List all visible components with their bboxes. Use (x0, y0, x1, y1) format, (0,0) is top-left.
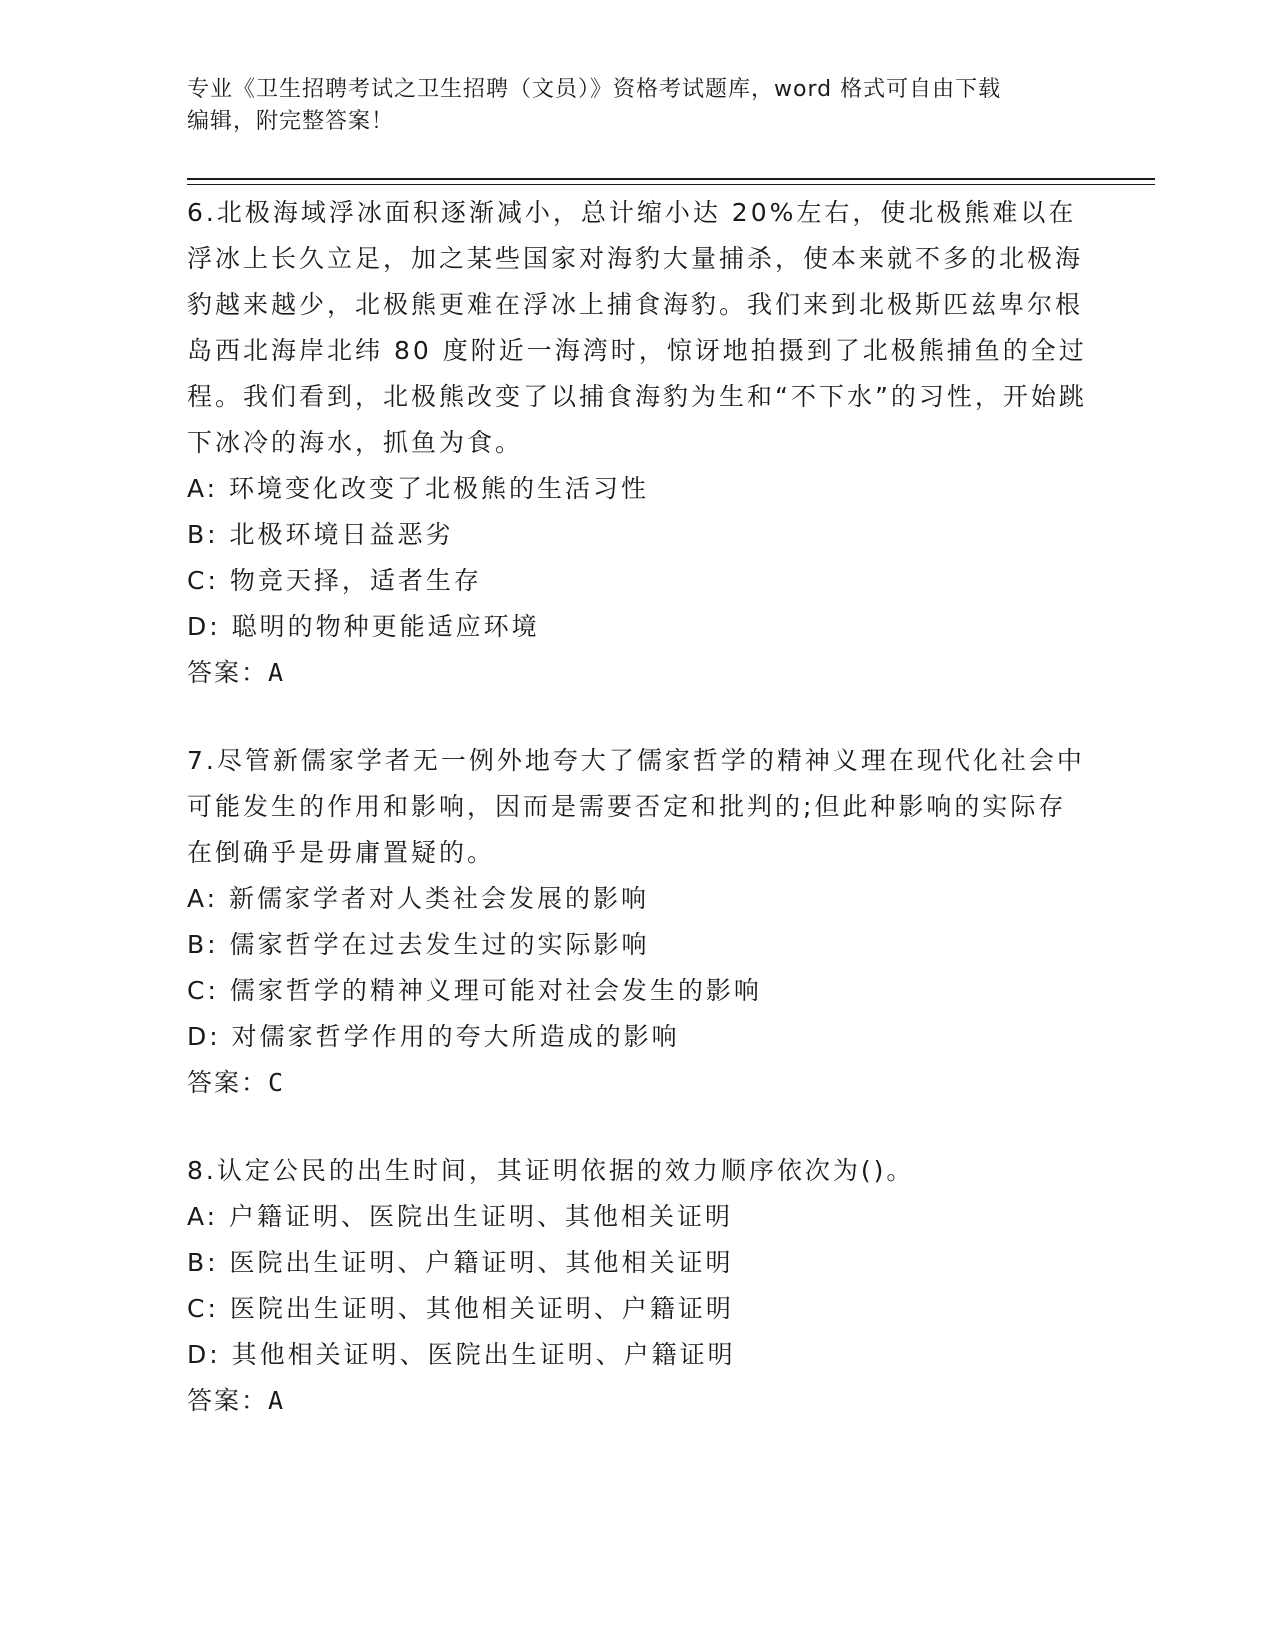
answer-value: C (268, 1068, 286, 1097)
option-c: C: 医院出生证明、其他相关证明、户籍证明 (187, 1294, 734, 1323)
answer-label: 答案： (187, 1386, 269, 1415)
question-stem: 6.北极海域浮冰面积逐渐减小，总计缩小达 20%左右，使北极熊难以在浮冰上长久立足，加之某些国家对海豹大量捕杀，使本来就不多的北极海豹越来越少，北极熊更难在浮冰上捕食海豹。我们来到北极斯匹兹卑尔根岛西北海岸北纬 80 度附近一海湾时，惊讶地拍摄到了北极熊捕鱼的全过程。我们看到，北极熊改变了以捕食海豹为生和“不下水”的习性，开始跳下冰冷的海水，抓鱼为食。 (187, 198, 1087, 457)
question-list (187, 190, 1087, 1466)
answer-line (187, 650, 1087, 696)
answer-label: 答案： (187, 658, 269, 687)
header-line-1: 专业《卫生招聘考试之卫生招聘（文员）》资格考试题库，word 格式可自由下载 (187, 77, 1002, 102)
answer-line (187, 1378, 1087, 1424)
question-6 (187, 190, 1087, 696)
header-divider-thin (187, 184, 1155, 185)
option-a: A: 户籍证明、医院出生证明、其他相关证明 (187, 1202, 734, 1231)
answer-value: A (268, 658, 286, 687)
option-d: D: 聪明的物种更能适应环境 (187, 612, 540, 641)
option-c: C: 儒家哲学的精神义理可能对社会发生的影响 (187, 976, 762, 1005)
answer-line (187, 1060, 1087, 1106)
option-d: D: 对儒家哲学作用的夸大所造成的影响 (187, 1022, 680, 1051)
option-d: D: 其他相关证明、医院出生证明、户籍证明 (187, 1340, 736, 1369)
answer-label: 答案： (187, 1068, 269, 1097)
document-header (187, 74, 1087, 138)
option-a: A: 新儒家学者对人类社会发展的影响 (187, 884, 650, 913)
option-b: B: 医院出生证明、户籍证明、其他相关证明 (187, 1248, 734, 1277)
answer-value: A (268, 1386, 286, 1415)
question-7 (187, 738, 1087, 1106)
option-a: A: 环境变化改变了北极熊的生活习性 (187, 474, 650, 503)
option-c: C: 物竞天择，适者生存 (187, 566, 482, 595)
header-line-2: 编辑，附完整答案！ (187, 109, 395, 134)
header-divider-thick (187, 178, 1155, 180)
question-stem: 8.认定公民的出生时间，其证明依据的效力顺序依次为()。 (187, 1156, 915, 1185)
question-stem: 7.尽管新儒家学者无一例外地夸大了儒家哲学的精神义理在现代化社会中可能发生的作用和影响，因而是需要否定和批判的;但此种影响的实际存在倒确乎是毋庸置疑的。 (187, 746, 1085, 867)
question-8 (187, 1148, 1087, 1424)
option-b: B: 儒家哲学在过去发生过的实际影响 (187, 930, 650, 959)
option-b: B: 北极环境日益恶劣 (187, 520, 454, 549)
